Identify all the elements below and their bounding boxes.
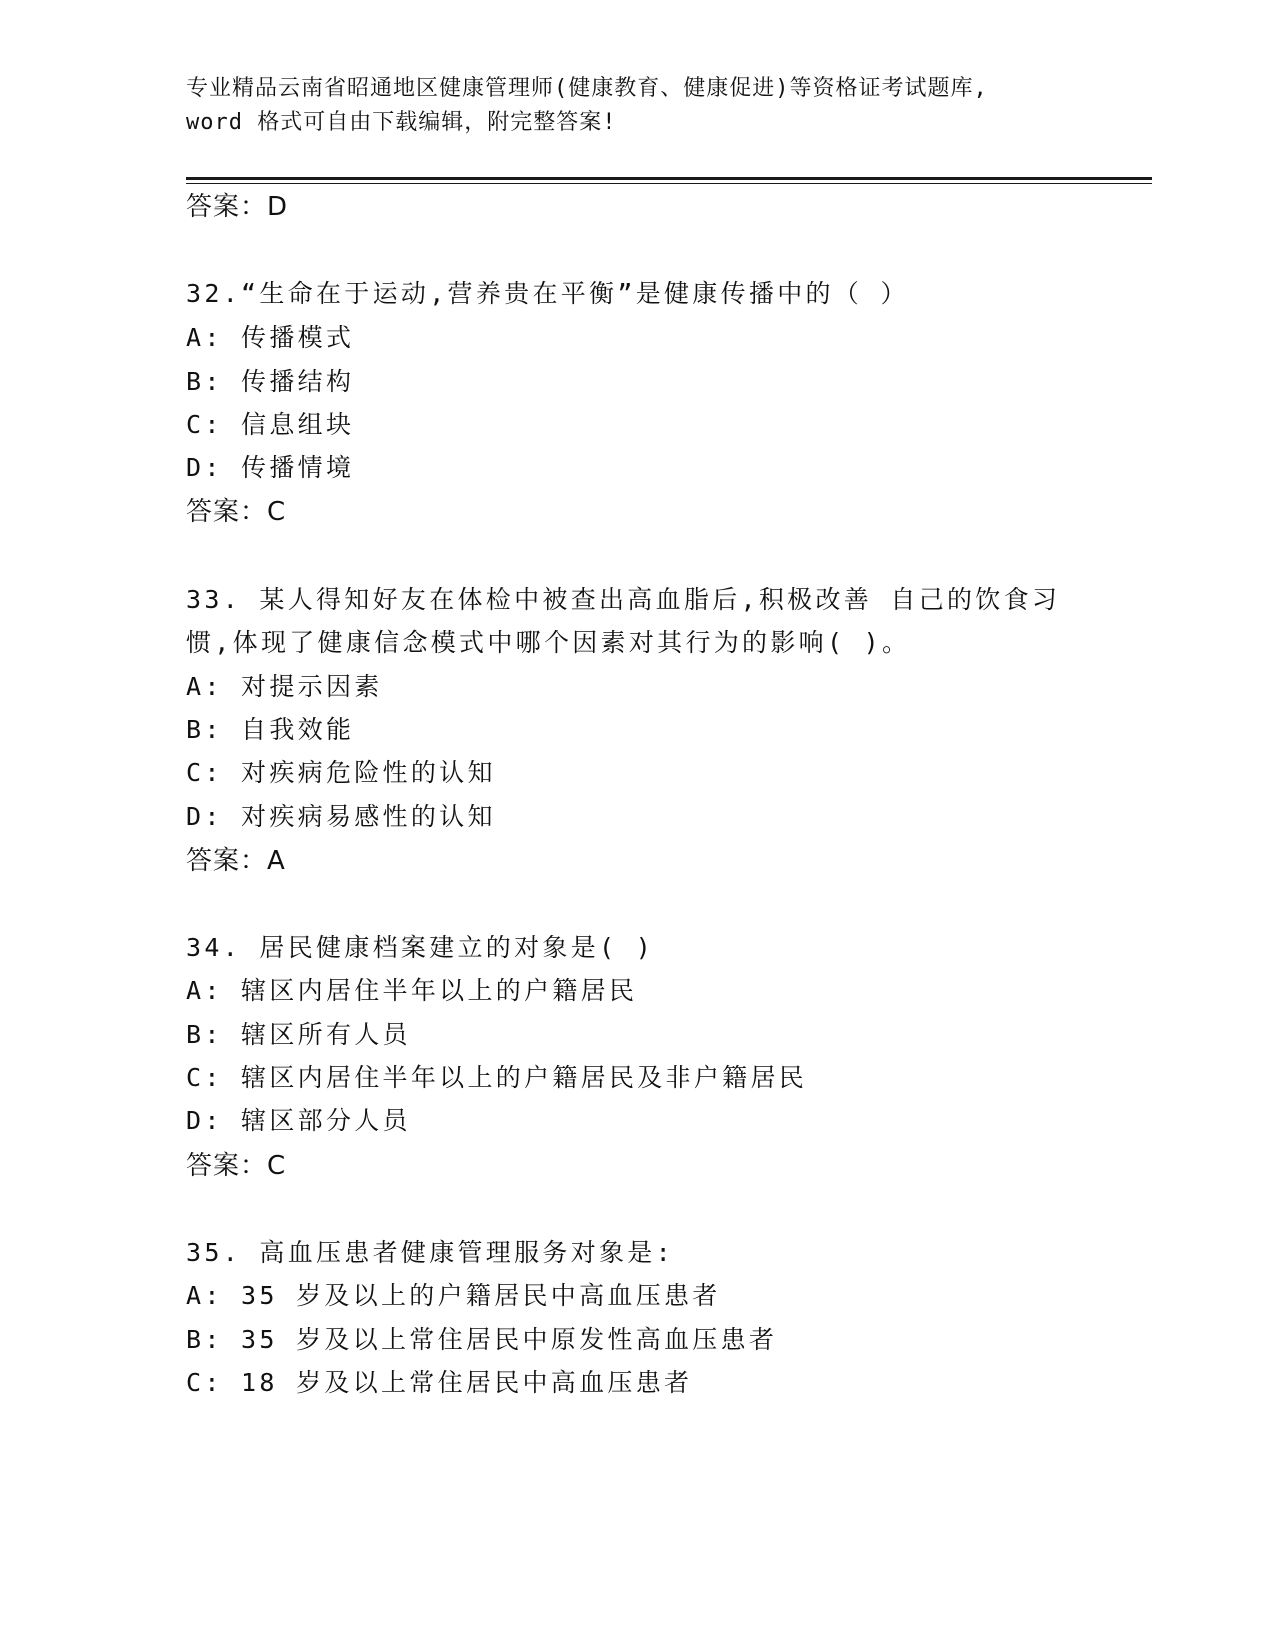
question-32-stem: 32.“生命在于运动,营养贵在平衡”是健康传播中的（ ） (186, 279, 909, 308)
question-34-option-c: C: 辖区内居住半年以上的户籍居民及非户籍居民 (186, 1063, 808, 1092)
question-34-option-d: D: 辖区部分人员 (186, 1106, 411, 1135)
question-33-option-a: A: 对提示因素 (186, 672, 383, 701)
header-line-1: 专业精品云南省昭通地区健康管理师(健康教育、健康促进)等资格证考试题库, (186, 76, 988, 101)
question-32-option-c: C: 信息组块 (186, 410, 355, 439)
question-35-option-c: C: 18 岁及以上常住居民中高血压患者 (186, 1368, 693, 1397)
header-divider-thick (186, 177, 1152, 180)
question-35-option-b: B: 35 岁及以上常住居民中原发性高血压患者 (186, 1325, 778, 1354)
question-32-answer: 答案：C (186, 497, 287, 527)
question-35-stem: 35. 高血压患者健康管理服务对象是: (186, 1238, 674, 1267)
question-33-option-d: D: 对疾病易感性的认知 (186, 802, 496, 831)
header-line-2: word 格式可自由下载编辑，附完整答案! (186, 110, 617, 135)
header-divider-thin (186, 183, 1152, 184)
previous-answer: 答案：D (186, 192, 289, 222)
question-33-stem-line-1: 33. 某人得知好友在体检中被查出高血脂后,积极改善 自己的饮食习 (186, 585, 1061, 614)
question-34-option-a: A: 辖区内居住半年以上的户籍居民 (186, 976, 638, 1005)
question-33-option-c: C: 对疾病危险性的认知 (186, 758, 496, 787)
question-32-option-d: D: 传播情境 (186, 453, 355, 482)
question-33-option-b: B: 自我效能 (186, 715, 355, 744)
question-33-answer: 答案：A (186, 846, 286, 876)
question-35-option-a: A: 35 岁及以上的户籍居民中高血压患者 (186, 1281, 721, 1310)
question-34-answer: 答案：C (186, 1151, 287, 1181)
document-header (186, 72, 1086, 140)
question-34-option-b: B: 辖区所有人员 (186, 1020, 411, 1049)
question-32-option-a: A: 传播模式 (186, 323, 355, 352)
question-32-option-b: B: 传播结构 (186, 367, 355, 396)
question-34-stem: 34. 居民健康档案建立的对象是( ) (186, 933, 655, 962)
question-33-stem-line-2: 惯,体现了健康信念模式中哪个因素对其行为的影响( )。 (186, 628, 911, 657)
